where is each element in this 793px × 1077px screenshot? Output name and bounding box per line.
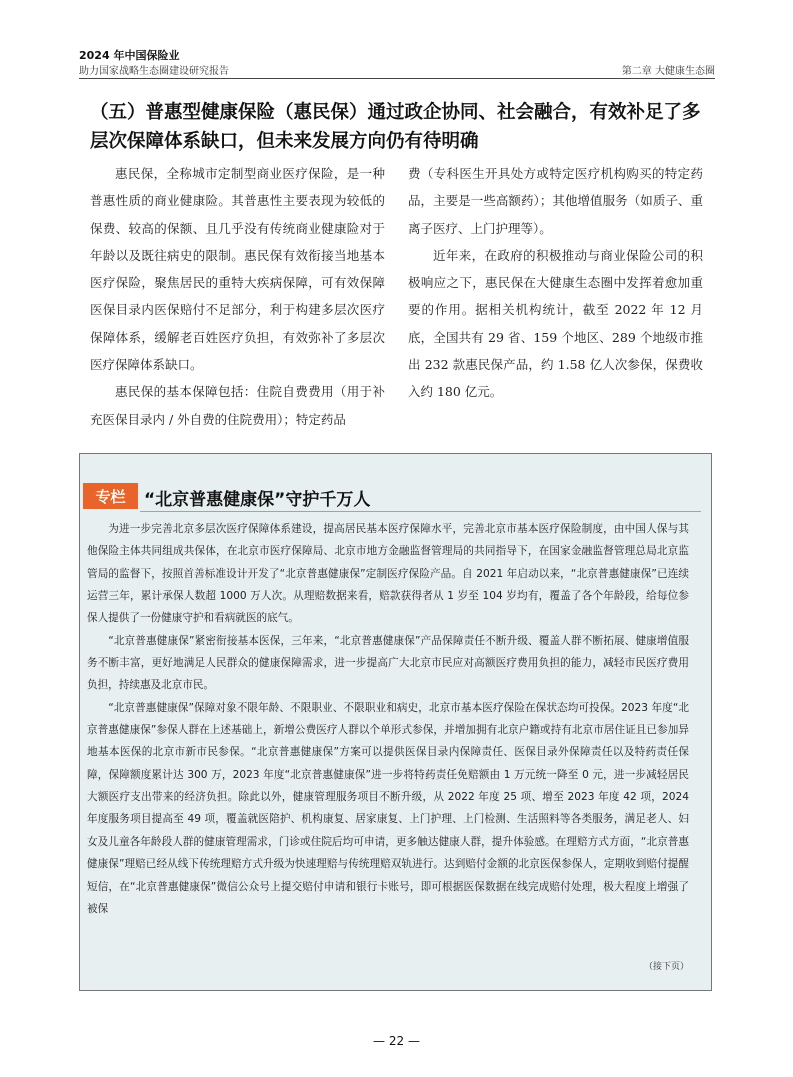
- continued-note: （接下页）: [643, 962, 689, 972]
- feature-box: [79, 453, 712, 991]
- page-number: — 22 —: [373, 1034, 420, 1048]
- feature-body: [87, 518, 689, 920]
- header-divider: [79, 78, 715, 79]
- left-paragraph-1: 惠民保，全称城市定制型商业医疗保险，是一种普惠性质的商业健康险。其普惠性主要表现为较低的保费、较高的保额、且几乎没有传统商业健康险对于年龄以及既往病史的限制。惠民保有效衔接当地基本医疗保险，聚焦居民的重特大疾病保障，可有效保障医保目录内医保赔付不足部分，利于构建多层次医疗保障体系，缓解老百姓医疗负担，有效弥补了多层次医疗保障体系缺口。: [90, 166, 385, 373]
- section-title: （五）普惠型健康保险（惠民保）通过政企协同、社会融合，有效补足了多层次保障体系缺口，但未来发展方向仍有待明确: [90, 102, 701, 152]
- right-column: [408, 160, 703, 406]
- feature-title: “北京普惠健康保”守护千万人: [144, 490, 371, 510]
- feature-paragraph-3: “北京普惠健康保”保障对象不限年龄、不限职业、不限职业和病史，北京市基本医疗保险在保状态均可投保。2023 年度“北京普惠健康保”参保人群在上述基础上，新增公费医疗人群以个单形式参保，并增加拥有北京户籍或持有北京市居住证且已参加异地基本医保的北京市新市民参保。“北京普惠健康保”方案可以提供医保目录内保障责任、医保目录外保障责任以及特药责任保障，保障额度累计达 300 万，2023 年度“北京普惠健康保”进一步将特药责任免赔额由 1 万元统一降至 0 元，进一步减轻居民大额医疗支出带来的经济负担。除此以外，健康管理服务项目不断升级，从 2022 年度 25 项、增至 2023 年度 42 项，2024 年度服务项目提高至 49 项，覆盖就医陪护、机构康复、居家康复、上门护理、上门检测、生活照料等各类服务，满足老人、妇女及儿童各年龄段人群的健康管理需求，门诊或住院后均可申请，更多触达健康人群，提升体验感。在理赔方式方面，“北京普惠健康保”理赔已经从线下传统理赔方式升级为快速理赔与传统理赔双轨进行。达到赔付金额的北京医保参保人，定期收到赔付提醒短信，在“北京普惠健康保”微信公众号上提交赔付申请和银行卡账号，即可根据医保数据在线完成赔付处理，极大程度上增强了被保: [87, 701, 689, 915]
- left-column: [90, 160, 385, 433]
- right-paragraph-1: 费（专科医生开具处方或特定医疗机构购买的特定药品，主要是一些高额药）；其他增值服务（如质子、重离子医疗、上门护理等）。: [408, 166, 703, 236]
- feature-paragraph-2: “北京普惠健康保”紧密衔接基本医保，三年来，“北京普惠健康保”产品保障责任不断升级、覆盖人群不断拓展、健康增值服务不断丰富，更好地满足人民群众的健康保障需求，进一步提高广大北京市民应对高额医疗费用负担的能力，减轻市民医疗费用负担，持续惠及北京市民。: [87, 634, 689, 692]
- left-paragraph-2: 惠民保的基本保障包括：住院自费费用（用于补充医保目录内 / 外自费的住院费用）；特定药品: [90, 384, 385, 427]
- right-paragraph-2: 近年来，在政府的积极推动与商业保险公司的积极响应之下，惠民保在大健康生态圈中发挥着愈加重要的作用。据相关机构统计，截至 2022 年 12 月底，全国共有 29 省、159 个地区、289 个地级市推出 232 款惠民保产品，约 1.58 亿人次参保，保费收入约 180 亿元。: [408, 247, 703, 400]
- feature-badge: 专栏: [83, 483, 138, 509]
- header-year-title: 2024 年中国保险业: [79, 49, 180, 62]
- header-chapter: 第二章 大健康生态圈: [621, 66, 715, 77]
- feature-paragraph-1: 为进一步完善北京多层次医疗保障体系建设，提高居民基本医疗保障水平，完善北京市基本医疗保险制度，由中国人保与其他保险主体共同组成共保体，在北京市医疗保障局、北京市地方金融监督管理局的共同指导下，在国家金融监督管理总局北京监管局的监督下，按照首善标准设计开发了“北京普惠健康保”定制医疗保险产品。自 2021 年启动以来，“北京普惠健康保”已连续运营三年，累计承保人数超 1000 万人次。从理赔数据来看，赔款获得者从 1 岁至 104 岁均有，覆盖了各个年龄段，给每位参保人提供了一份健康守护和看病就医的底气。: [87, 523, 689, 625]
- feature-title-divider: [140, 511, 701, 512]
- header-subtitle: 助力国家战略生态圈建设研究报告: [79, 66, 229, 77]
